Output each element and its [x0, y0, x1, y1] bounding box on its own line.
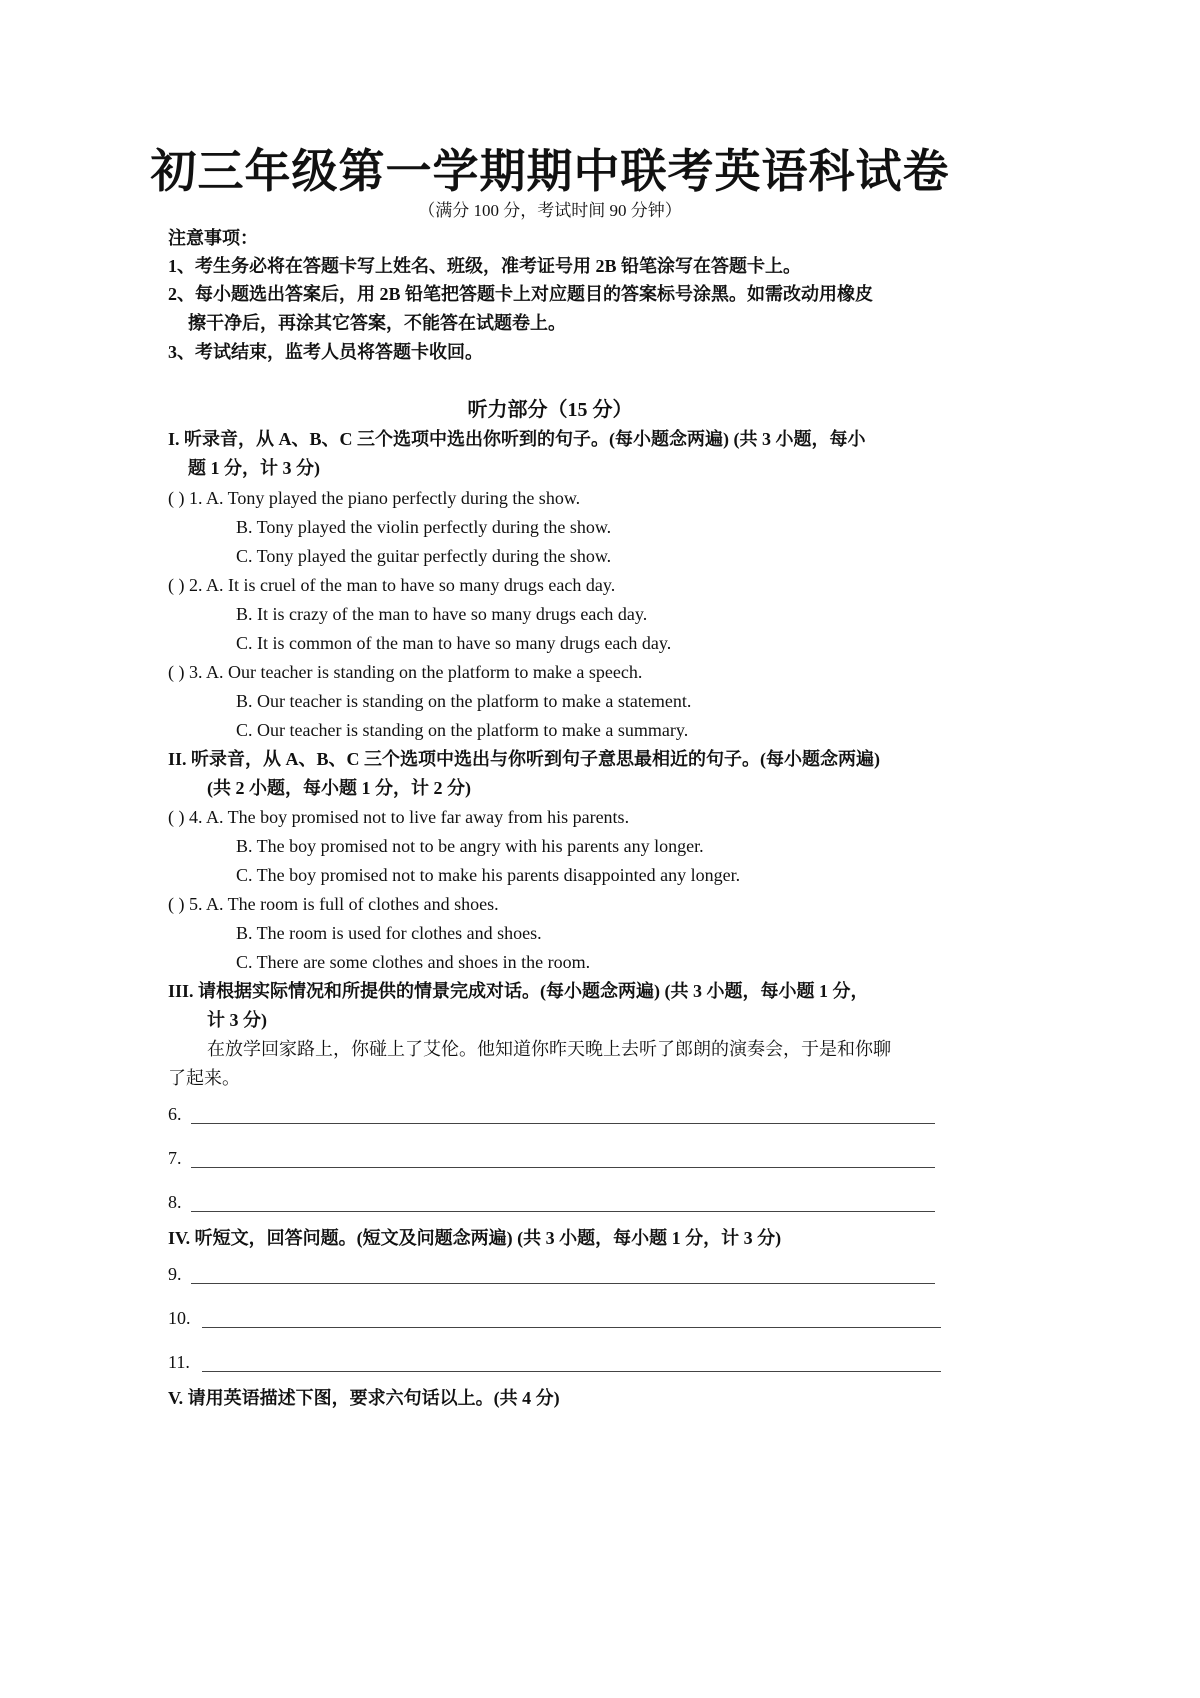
notice-item: 3、考试结束，监考人员将答题卡收回。 — [168, 342, 483, 362]
blank-label: 10. — [168, 1308, 191, 1328]
question-option-c: C. It is common of the man to have so many drugs each day. — [236, 633, 672, 653]
question-option-b: B. It is crazy of the man to have so many drugs each day. — [236, 604, 648, 624]
question-option-a: ( ) 4. A. The boy promised not to live far away from his parents. — [168, 807, 630, 827]
blank-label: 6. — [168, 1104, 182, 1124]
question-option-a: ( ) 1. A. Tony played the piano perfectly during the show. — [168, 488, 581, 508]
notice-heading: 注意事项： — [168, 228, 258, 248]
answer-line — [191, 1167, 935, 1168]
section-heading: 听力部分（15 分） — [467, 399, 633, 421]
part-instruction: (共 2 小题，每小题 1 分，计 2 分) — [207, 778, 471, 798]
question-option-c: C. Tony played the guitar perfectly during the show. — [236, 546, 612, 566]
question-option-a: ( ) 5. A. The room is full of clothes and shoes. — [168, 894, 499, 914]
context-text: 了起来。 — [168, 1068, 240, 1088]
question-option-b: B. Our teacher is standing on the platform to make a statement. — [236, 691, 692, 711]
notice-item: 1、考生务必将在答题卡写上姓名、班级，准考证号用 2B 铅笔涂写在答题卡上。 — [168, 256, 802, 276]
part-instruction: IV. 听短文，回答问题。(短文及问题念两遍) (共 3 小题，每小题 1 分，计 3 分) — [168, 1228, 782, 1248]
page-title: 初三年级第一学期期中联考英语科试卷 — [150, 144, 950, 198]
blank-label: 7. — [168, 1148, 182, 1168]
context-text: 在放学回家路上，你碰上了艾伦。他知道你昨天晚上去听了郎朗的演奏会，于是和你聊 — [207, 1039, 891, 1059]
answer-line — [191, 1211, 935, 1212]
question-option-c: C. Our teacher is standing on the platform to make a summary. — [236, 720, 689, 740]
notice-item: 擦干净后，再涂其它答案，不能答在试题卷上。 — [188, 313, 566, 333]
question-option-a: ( ) 2. A. It is cruel of the man to have so many drugs each day. — [168, 575, 616, 595]
question-option-b: B. Tony played the violin perfectly during the show. — [236, 517, 612, 537]
blank-label: 11. — [168, 1352, 190, 1372]
blank-label: 9. — [168, 1264, 182, 1284]
part-instruction: 计 3 分) — [207, 1010, 267, 1030]
question-option-c: C. There are some clothes and shoes in the room. — [236, 952, 591, 972]
part-instruction: III. 请根据实际情况和所提供的情景完成对话。(每小题念两遍) (共 3 小题，每小题 1 分， — [168, 981, 869, 1001]
blank-label: 8. — [168, 1192, 182, 1212]
question-option-b: B. The boy promised not to be angry with his parents any longer. — [236, 836, 704, 856]
question-option-a: ( ) 3. A. Our teacher is standing on the platform to make a speech. — [168, 662, 643, 682]
answer-line — [202, 1371, 941, 1372]
notice-item: 2、每小题选出答案后，用 2B 铅笔把答题卡上对应题目的答案标号涂黑。如需改动用橡皮 — [168, 284, 874, 304]
answer-line — [202, 1327, 941, 1328]
answer-line — [191, 1123, 935, 1124]
question-option-b: B. The room is used for clothes and shoes. — [236, 923, 542, 943]
part-instruction: V. 请用英语描述下图，要求六句话以上。(共 4 分) — [168, 1388, 560, 1408]
part-instruction: 题 1 分，计 3 分) — [188, 458, 320, 478]
exam-info: （满分 100 分，考试时间 90 分钟） — [418, 201, 682, 220]
part-instruction: I. 听录音，从 A、B、C 三个选项中选出你听到的句子。(每小题念两遍) (共 3 小题，每小 — [168, 429, 866, 449]
part-instruction: II. 听录音，从 A、B、C 三个选项中选出与你听到句子意思最相近的句子。(每小题念两遍) — [168, 749, 880, 769]
answer-line — [191, 1283, 935, 1284]
question-option-c: C. The boy promised not to make his parents disappointed any longer. — [236, 865, 741, 885]
